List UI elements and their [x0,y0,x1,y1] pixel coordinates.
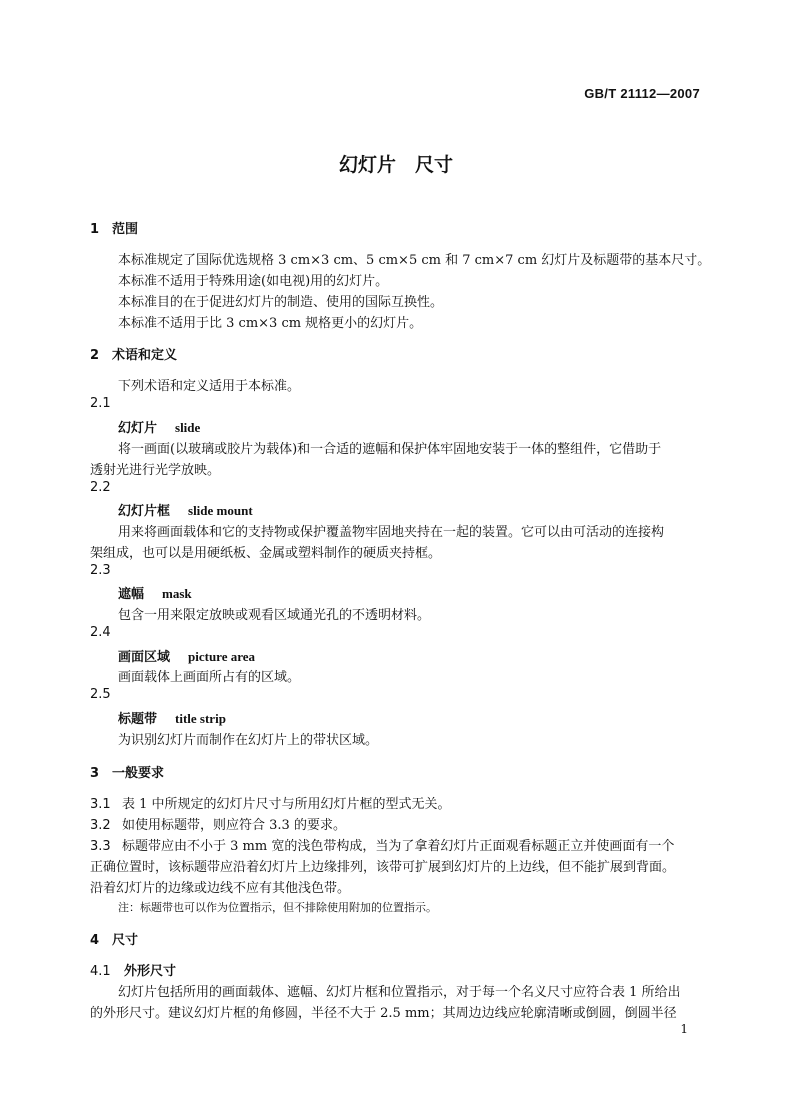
section-3-heading [90,762,164,781]
section-2-heading [90,344,177,363]
section-1-heading [90,218,138,237]
term-en: slide mount [188,503,253,518]
clause-text: 表 1 中所规定的幻灯片尺寸与所用幻灯片框的型式无关。 [122,797,451,812]
term-number: 2.1 [90,396,111,411]
clause-number: 3.3 [90,839,111,854]
clause-text-cont: 沿着幻灯片的边缘或边线不应有其他浅色带。 [90,881,351,896]
term-en: slide [175,420,201,435]
scope-paragraph: 本标准不适用于比 3 cm×3 cm 规格更小的幻灯片。 [118,316,423,331]
term-cn: 画面区域 [118,650,171,665]
clause-3-1 [90,793,451,812]
term-definition: 用来将画面载体和它的支持物或保护覆盖物牢固地夹持在一起的装置。它可以由可活动的连接构 [118,525,665,540]
scope-paragraph: 本标准不适用于特殊用途(如电视)用的幻灯片。 [118,274,389,289]
section-4-heading [90,929,138,948]
term-en: mask [162,586,192,601]
term-cn: 标题带 [118,712,158,727]
scope-paragraph: 本标准目的在于促进幻灯片的制造、使用的国际互换性。 [118,295,444,310]
term-en: picture area [188,649,256,664]
terms-intro: 下列术语和定义适用于本标准。 [118,379,301,394]
section-number: 1 [90,222,100,237]
term-cn: 遮幅 [118,587,145,602]
section-title: 术语和定义 [112,348,178,363]
term-cn: 幻灯片 [118,421,158,436]
subsection-title: 外形尺寸 [124,964,177,979]
term-title [118,500,253,519]
term-title [118,583,192,602]
term-definition-cont: 架组成，也可以是用硬纸板、金属或塑料制作的硬质夹持框。 [90,546,442,561]
clause-number: 3.1 [90,797,111,812]
body-paragraph-cont: 的外形尺寸。建议幻灯片框的角修圆，半径不大于 2.5 mm；其周边边线应轮廓清晰或倒圆，倒圆半径 [90,1006,677,1021]
section-number: 2 [90,348,100,363]
term-title [118,646,255,665]
term-number: 2.3 [90,563,111,578]
clause-3-3 [90,835,674,854]
term-definition: 为识别幻灯片而制作在幻灯片上的带状区域。 [118,733,379,748]
term-number: 2.2 [90,480,111,495]
scope-paragraph: 本标准规定了国际优选规格 3 cm×3 cm、5 cm×5 cm 和 7 cm×7 cm 幻灯片及标题带的基本尺寸。 [118,253,711,268]
section-number: 4 [90,933,100,948]
term-cn: 幻灯片框 [118,504,171,519]
clause-text: 标题带应由不小于 3 mm 宽的浅色带构成，当为了拿着幻灯片正面观看标题正立并使画面有一个 [122,839,675,854]
section-title: 尺寸 [112,933,139,948]
subsection-number: 4.1 [90,964,111,979]
clause-number: 3.2 [90,818,111,833]
term-definition: 画面载体上画面所占有的区域。 [118,670,301,685]
subsection-4-1-heading [90,960,176,979]
term-definition-cont: 透射光进行光学放映。 [90,463,221,478]
term-number: 2.4 [90,625,111,640]
document-title: 幻灯片 尺寸 [338,154,453,176]
term-title [118,417,200,436]
term-title [118,708,226,727]
clause-3-2 [90,814,346,833]
body-paragraph: 幻灯片包括所用的画面载体、遮幅、幻灯片框和位置指示，对于每一个名义尺寸应符合表 1 所给出 [118,985,681,1000]
page-number: 1 [680,1022,688,1036]
clause-text: 如使用标题带，则应符合 3.3 的要求。 [122,818,346,833]
note: 注：标题带也可以作为位置指示，但不排除使用附加的位置指示。 [118,901,437,914]
section-title: 范围 [112,222,139,237]
section-title: 一般要求 [112,766,165,781]
section-number: 3 [90,766,100,781]
clause-text-cont: 正确位置时，该标题带应沿着幻灯片上边缘排列，该带可扩展到幻灯片的上边线，但不能扩展到背面。 [90,860,676,875]
standard-number: GB/T 21112—2007 [584,86,700,101]
term-definition: 将一画面(以玻璃或胶片为载体)和一合适的遮幅和保护体牢固地安装于一体的整组件，它借助于 [118,442,662,457]
term-en: title strip [175,711,226,726]
term-number: 2.5 [90,687,111,702]
term-definition: 包含一用来限定放映或观看区域通光孔的不透明材料。 [118,608,431,623]
